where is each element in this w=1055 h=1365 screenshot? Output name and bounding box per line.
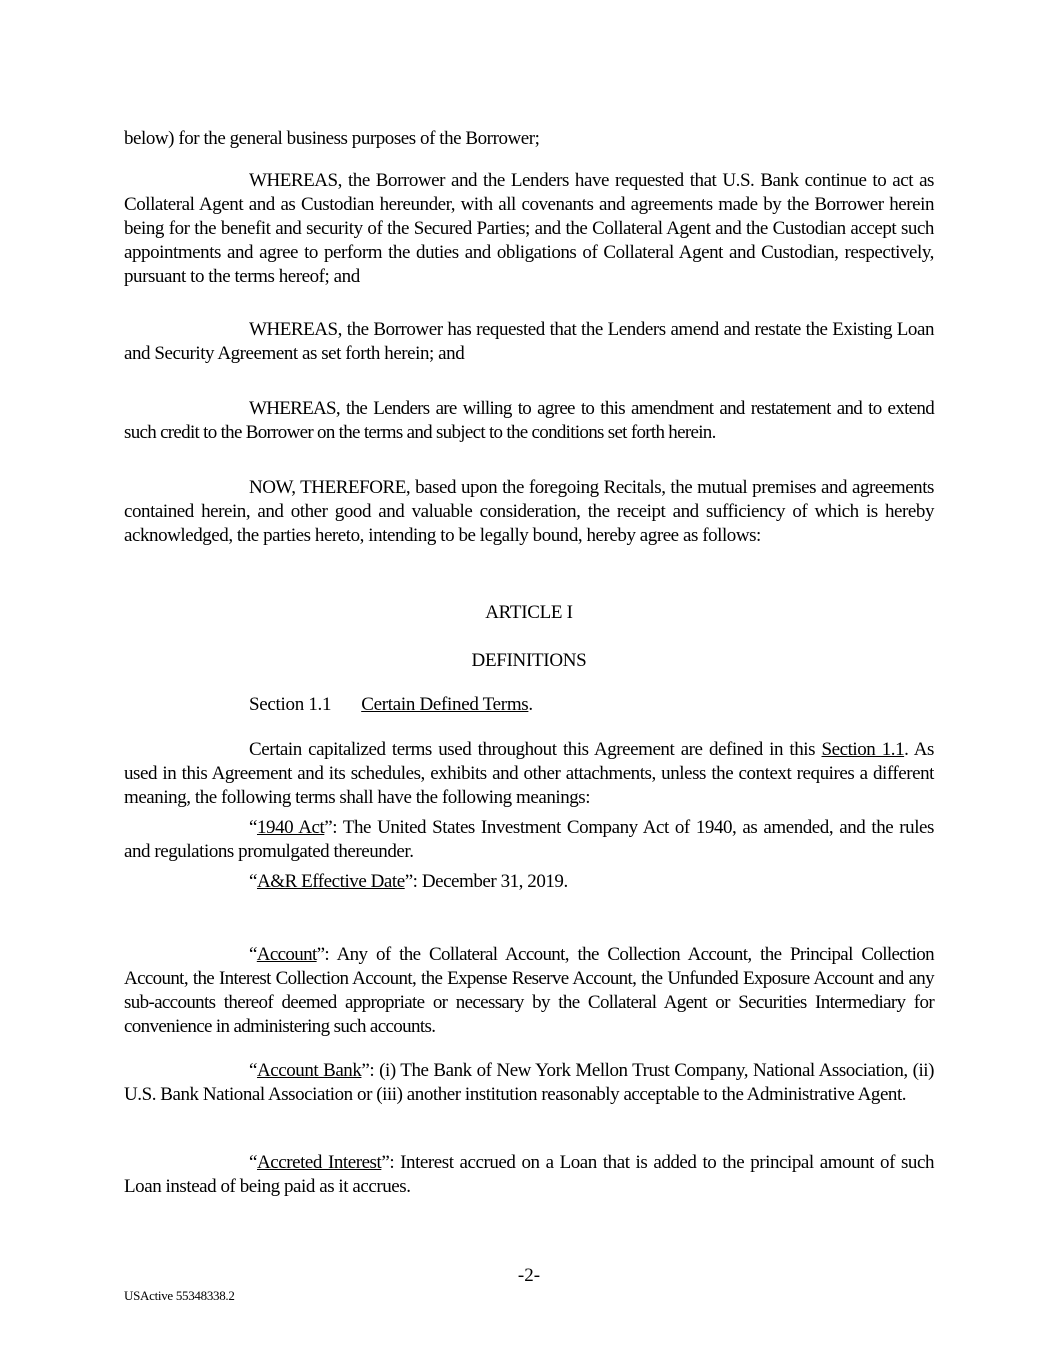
definition-text: ”: The United States Investment Company Act of 1940, as amended, and the rules and regulations promulgated thereunder. xyxy=(124,817,934,862)
page-number: -2- xyxy=(517,1265,541,1286)
definition-account-bank xyxy=(124,1059,934,1107)
defined-term: A&R Effective Date xyxy=(256,871,405,892)
recital-paragraph: WHEREAS, the Borrower has requested that the Lenders amend and restate the Existing Loan and Security Agreement as set forth herein; and xyxy=(124,319,934,364)
defined-term: Accreted Interest xyxy=(256,1152,382,1173)
definition-text: ”: Any of the Collateral Account, the Collection Account, the Principal Collection Account, the Interest Collection Account, the Expense Reserve Account, the Unfunded Exposure Account and any sub-accounts thereof deemed appropriate or necessary by the Collateral Agent or Securities Intermediary for convenience in administering such accounts. xyxy=(124,944,934,1037)
article-number: ARTICLE I xyxy=(485,602,573,623)
definition-ar-effective-date xyxy=(124,870,934,894)
section-title: Certain Defined Terms xyxy=(361,694,529,715)
article-title: DEFINITIONS xyxy=(471,650,587,671)
section-number: Section 1.1 xyxy=(249,694,332,715)
defined-term: Account Bank xyxy=(256,1060,362,1081)
section-reference: Section 1.1 xyxy=(821,739,905,760)
intro-text: . As used in this Agreement and its schedules, exhibits and other attachments, unless the context requires a different meaning, the following terms shall have the following meanings: xyxy=(124,739,934,808)
defined-term: 1940 Act xyxy=(256,817,325,838)
defined-term: Account xyxy=(256,944,317,965)
section-heading xyxy=(249,694,533,716)
quote: “ xyxy=(249,944,257,965)
definition-account xyxy=(124,943,934,1039)
section-period: . xyxy=(528,694,533,715)
definition-text: ”: December 31, 2019. xyxy=(404,871,568,892)
intro-paragraph xyxy=(124,738,934,810)
definition-text: ”: Interest accrued on a Loan that is added to the principal amount of such Loan instead of being paid as it accrues. xyxy=(124,1152,934,1197)
recital-paragraph: WHEREAS, the Borrower and the Lenders have requested that U.S. Bank continue to act as Collateral Agent and as Custodian hereunder, with all covenants and agreements made by the Borrower herein being for the benefit and security of the Secured Parties; and the Collateral Agent and the Custodian accept such appointments and agree to perform the duties and obligations of Collateral Agent and Custodian, respectively, pursuant to the terms hereof; and xyxy=(124,170,934,287)
quote: “ xyxy=(249,1152,257,1173)
now-therefore-paragraph: NOW, THEREFORE, based upon the foregoing Recitals, the mutual premises and agreements contained herein, and other good and valuable consideration, the receipt and sufficiency of which is hereby acknowledged, the parties hereto, intending to be legally bound, hereby agree as follows: xyxy=(124,477,934,546)
paragraph-continuation: below) for the general business purposes of the Borrower; xyxy=(124,128,540,149)
definition-text: ”: (i) The Bank of New York Mellon Trust Company, National Association, (ii) U.S. Bank National Association or (iii) another institution reasonably acceptable to the Administrative Agent. xyxy=(124,1060,934,1105)
intro-text: Certain capitalized terms used throughout this Agreement are defined in this xyxy=(249,739,822,760)
quote: “ xyxy=(249,871,257,892)
definition-accreted-interest xyxy=(124,1151,934,1199)
recital-paragraph: WHEREAS, the Lenders are willing to agree to this amendment and restatement and to extend such credit to the Borrower on the terms and subject to the conditions set forth herein. xyxy=(124,398,934,443)
quote: “ xyxy=(249,817,257,838)
document-id: USActive 55348338.2 xyxy=(124,1288,235,1303)
definition-1940-act xyxy=(124,816,934,864)
quote: “ xyxy=(249,1060,257,1081)
